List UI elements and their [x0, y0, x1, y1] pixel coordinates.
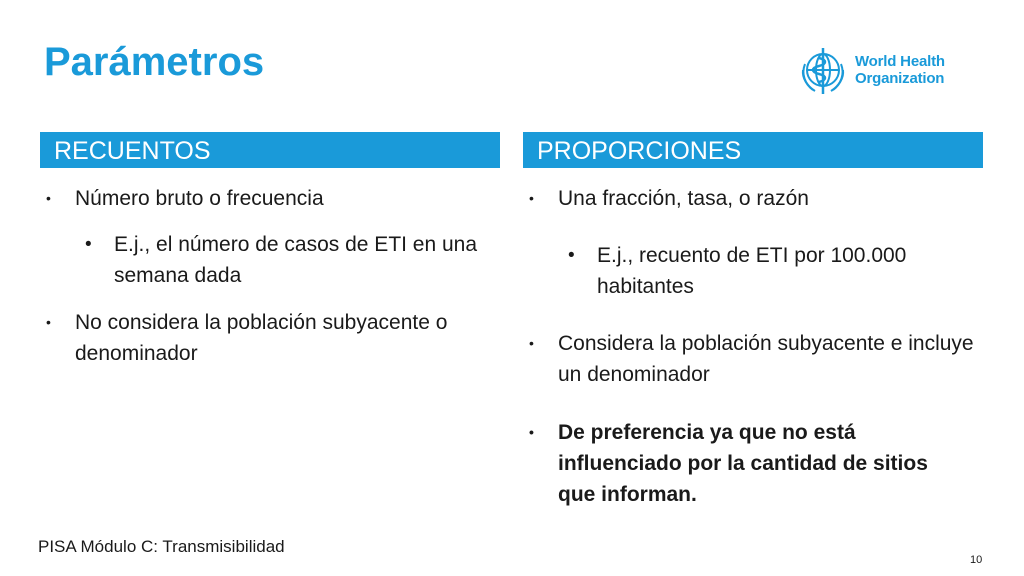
list-sub-item: • E.j., el número de casos de ETI en una semana dada [40, 229, 500, 291]
logo-line-2: Organization [855, 70, 945, 87]
list-sub-item: • E.j., recuento de ETI por 100.000 habitantes [523, 240, 993, 302]
list-item: • Número bruto o frecuencia [40, 183, 500, 214]
logo-line-1: World Health [855, 53, 945, 70]
recuentos-list [40, 183, 500, 369]
proporciones-header: PROPORCIONES [523, 132, 983, 168]
footer-text: PISA Módulo C: Transmisibilidad [38, 537, 285, 556]
page-number: 10 [970, 554, 983, 566]
slide-title: Parámetros [44, 40, 265, 84]
who-emblem-icon [797, 44, 849, 96]
recuentos-header: RECUENTOS [40, 132, 500, 168]
list-item: • De preferencia ya que no está influenciado por la cantidad de sitios que informan. [523, 417, 993, 510]
list-item: • Una fracción, tasa, o razón [523, 183, 993, 214]
who-logo [797, 44, 945, 96]
who-logo-text [855, 53, 945, 87]
list-item: • Considera la población subyacente e incluye un denominador [523, 328, 993, 390]
proporciones-list [523, 183, 993, 510]
list-item: • No considera la población subyacente o denominador [40, 307, 500, 369]
